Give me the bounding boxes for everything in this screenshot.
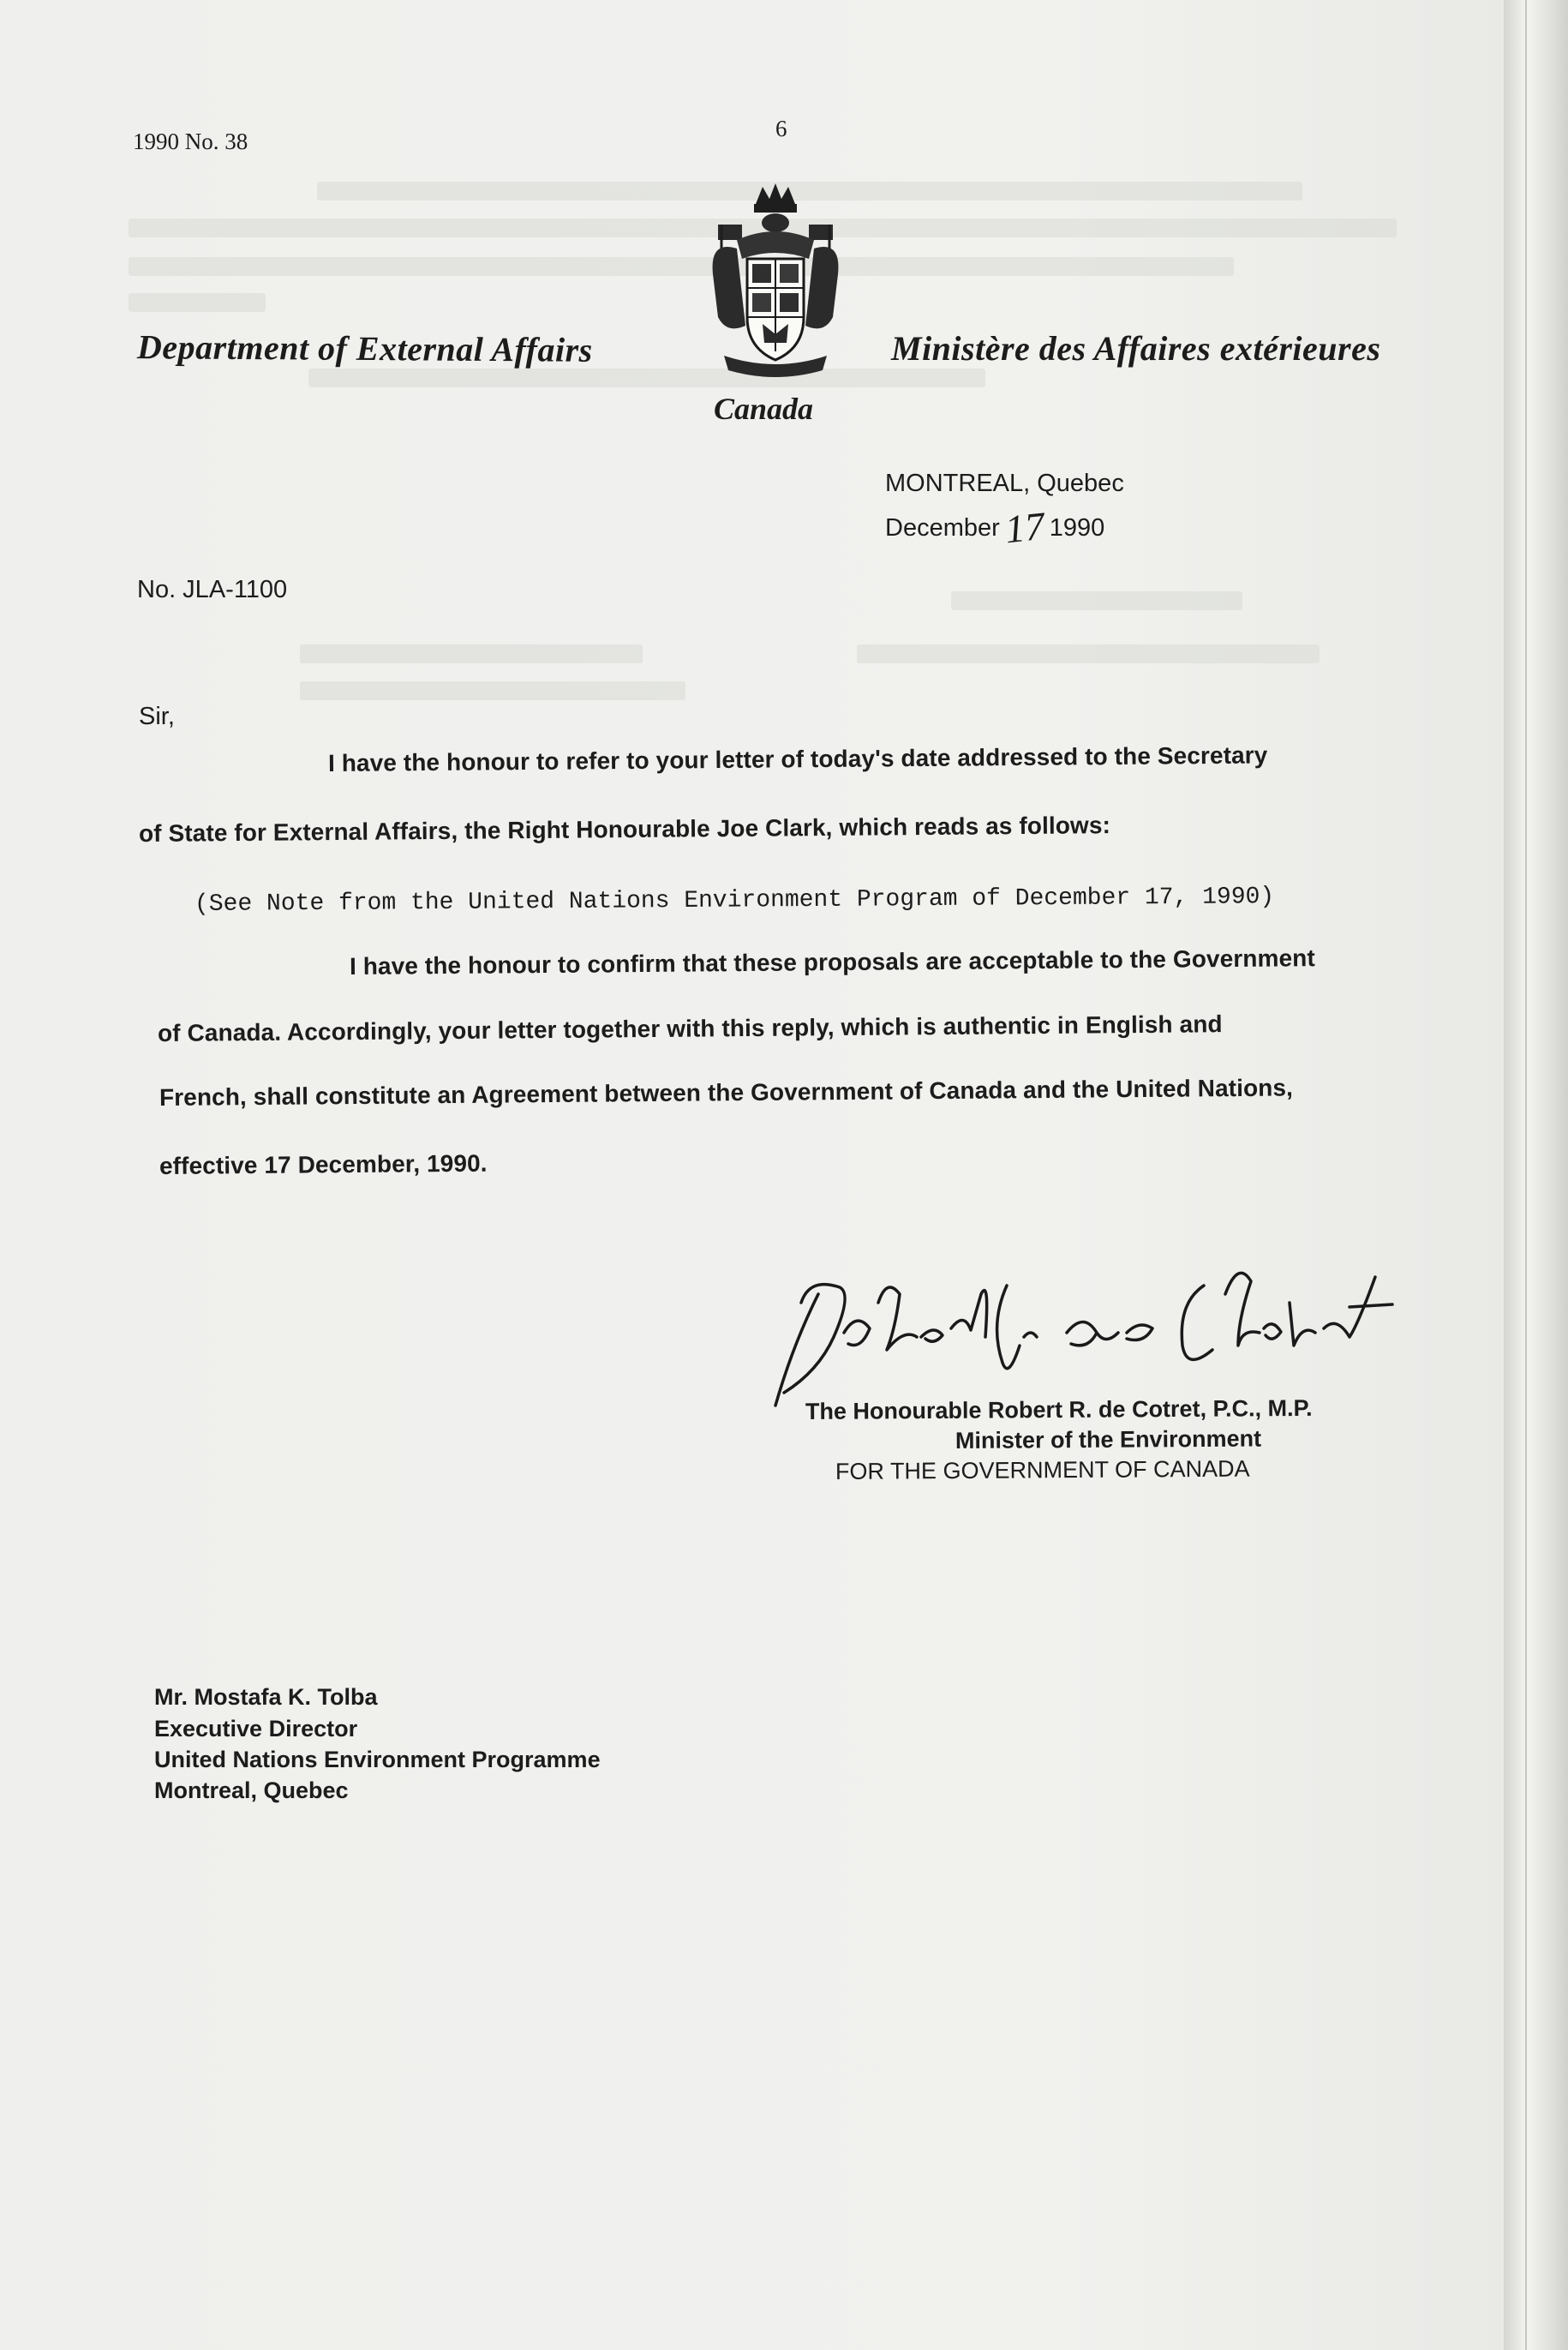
date-day-handwritten: 17 xyxy=(1002,503,1047,552)
coat-of-arms-icon xyxy=(703,180,848,386)
body-paragraph-1-line-2: of State for External Affairs, the Right Honourable Joe Clark, which reads as follows: xyxy=(138,812,1111,847)
dateline-date xyxy=(885,500,1105,552)
salutation: Sir, xyxy=(139,703,175,730)
body-paragraph-2-line-1: I have the honour to confirm that these proposals are acceptable to the Government xyxy=(349,944,1315,980)
gazette-reference: 1990 No. 38 xyxy=(133,129,248,154)
addressee-city: Montreal, Quebec xyxy=(154,1777,349,1803)
signatory-title: Minister of the Environment xyxy=(955,1425,1262,1454)
dateline-place: MONTREAL, Quebec xyxy=(885,470,1124,497)
addressee-title: Executive Director xyxy=(154,1716,358,1742)
handwritten-signature xyxy=(758,1243,1409,1414)
date-month: December xyxy=(885,514,1000,542)
addressee-organization: United Nations Environment Programme xyxy=(154,1747,601,1772)
page-gutter-line xyxy=(1525,0,1527,2350)
note-reference: (See Note from the United Nations Environment Program of December 17, 1990) xyxy=(194,884,1275,918)
body-paragraph-1-line-1: I have the honour to refer to your letter of today's date addressed to the Secretary xyxy=(327,741,1268,776)
department-name-french: Ministère des Affaires extérieures xyxy=(891,329,1381,368)
department-name-english: Department of External Affairs xyxy=(136,327,593,369)
reference-number: No. JLA-1100 xyxy=(137,576,288,603)
country-name: Canada xyxy=(714,392,814,426)
signatory-on-behalf: FOR THE GOVERNMENT OF CANADA xyxy=(835,1455,1250,1484)
signatory-name: The Honourable Robert R. de Cotret, P.C., M.P. xyxy=(805,1394,1313,1424)
body-paragraph-2-line-4: effective 17 December, 1990. xyxy=(159,1149,488,1179)
page-number: 6 xyxy=(775,116,787,141)
body-paragraph-2-line-3: French, shall constitute an Agreement between the Government of Canada and the United Nations, xyxy=(159,1074,1294,1111)
addressee-name: Mr. Mostafa K. Tolba xyxy=(154,1684,378,1710)
body-paragraph-2-line-2: of Canada. Accordingly, your letter together with this reply, which is authentic in English and xyxy=(157,1010,1223,1046)
page-edge xyxy=(1504,0,1568,2350)
date-year: 1990 xyxy=(1049,514,1105,542)
